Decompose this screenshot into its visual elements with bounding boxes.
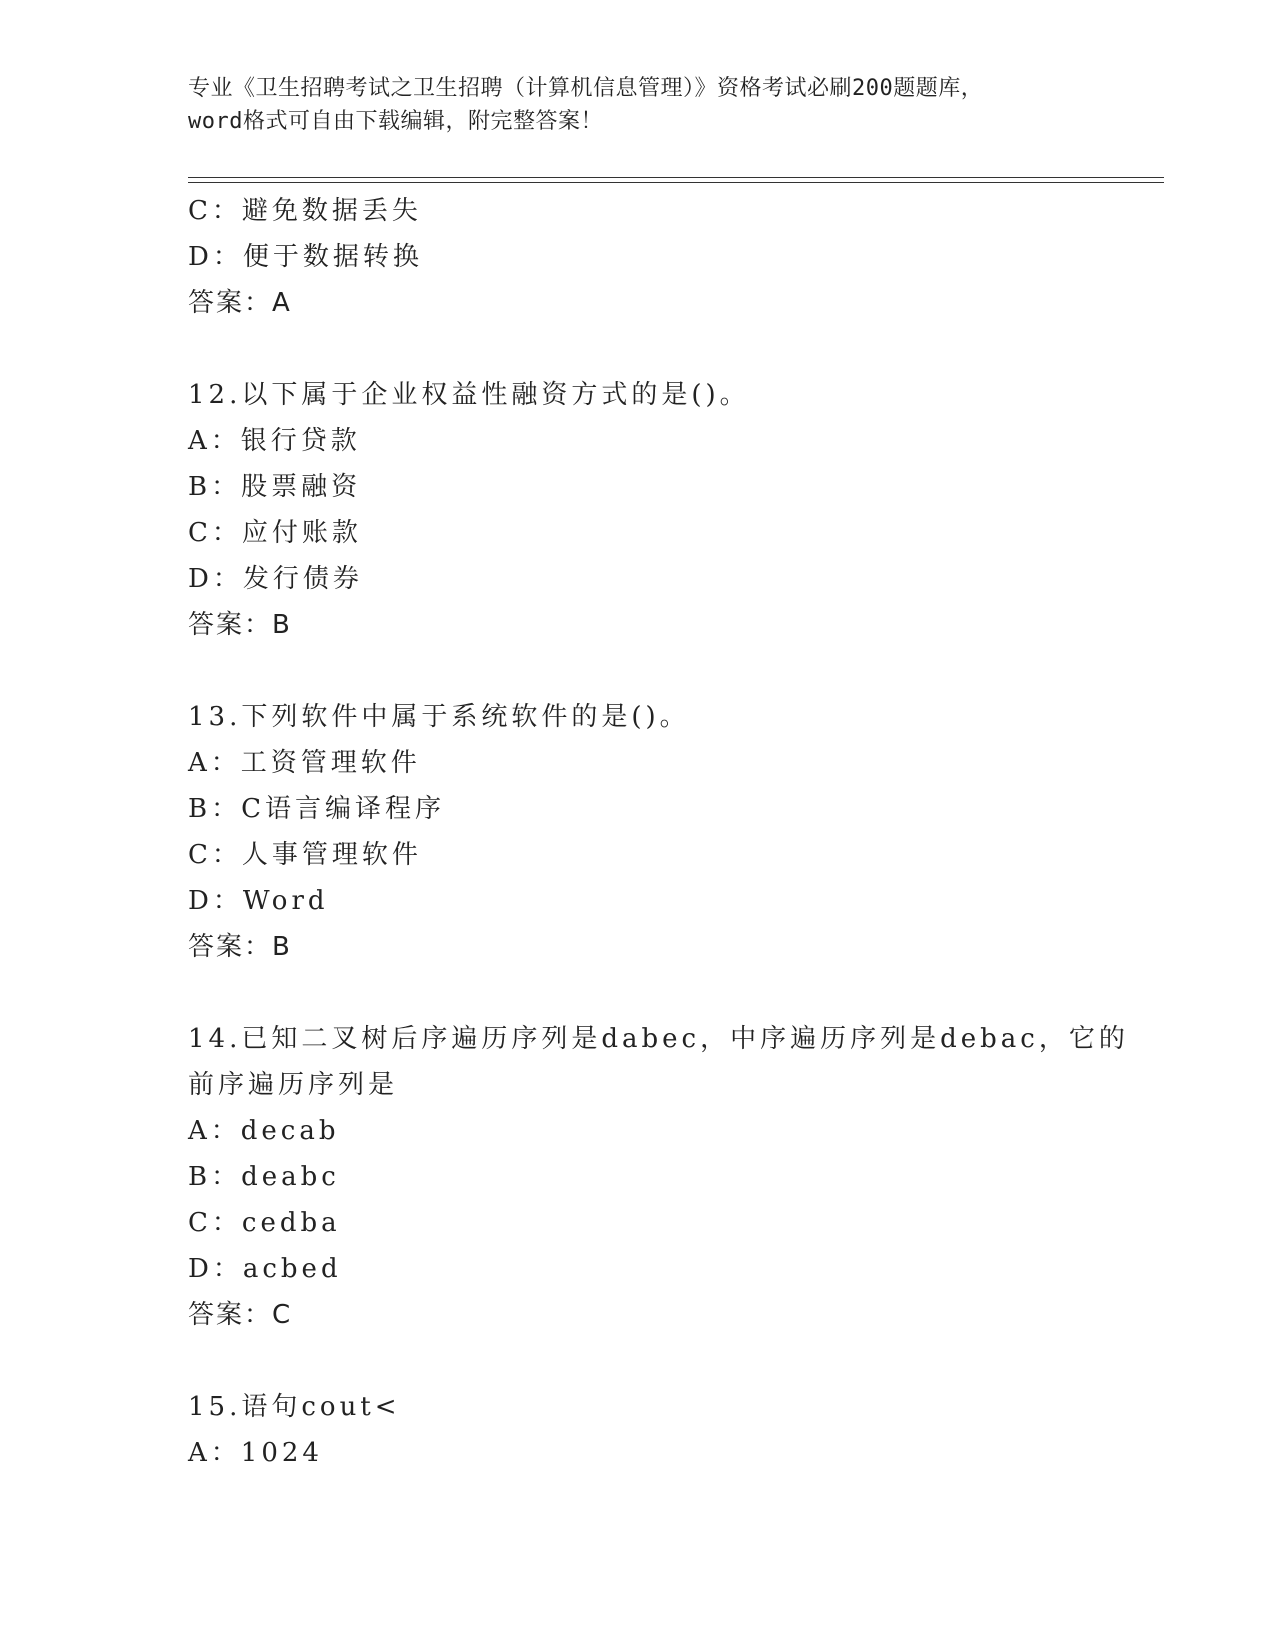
question-spacer <box>188 970 1148 1016</box>
option-a-q12: A：银行贷款 <box>188 426 361 456</box>
question-list <box>188 188 1148 1476</box>
option-a-q13: A：工资管理软件 <box>188 748 421 778</box>
question-spacer <box>188 326 1148 372</box>
question-15: 15.语句cout< <box>188 1392 401 1422</box>
question-12: 12.以下属于企业权益性融资方式的是()。 <box>188 380 750 410</box>
option-d-q11: D：便于数据转换 <box>188 242 423 272</box>
option-b-q13: B：C语言编译程序 <box>188 794 446 824</box>
answer-q13: 答案：B <box>188 932 292 962</box>
option-d-q13: D：Word <box>188 886 329 916</box>
option-a-q14: A：decab <box>188 1116 340 1146</box>
option-c-q13: C：人事管理软件 <box>188 840 422 870</box>
option-b-q12: B：股票融资 <box>188 472 362 502</box>
option-d-q12: D：发行债券 <box>188 564 363 594</box>
question-spacer <box>188 1338 1148 1384</box>
question-spacer <box>188 648 1148 694</box>
question-14-line-1: 14.已知二叉树后序遍历序列是dabec，中序遍历序列是debac，它的 <box>188 1024 1129 1054</box>
option-c-q11: C：避免数据丢失 <box>188 196 422 226</box>
document-header <box>188 72 1088 138</box>
option-b-q14: B：deabc <box>188 1162 340 1192</box>
option-c-q14: C：cedba <box>188 1208 341 1238</box>
question-13: 13.下列软件中属于系统软件的是()。 <box>188 702 690 732</box>
answer-q11: 答案：A <box>188 288 292 318</box>
option-d-q14: D：acbed <box>188 1254 342 1284</box>
option-c-q12: C：应付账款 <box>188 518 362 548</box>
header-divider-top <box>188 177 1164 178</box>
answer-q14: 答案：C <box>188 1300 293 1330</box>
question-14-line-2: 前序遍历序列是 <box>188 1070 399 1100</box>
header-divider-bottom <box>188 182 1164 183</box>
header-title-line-1: 专业《卫生招聘考试之卫生招聘（计算机信息管理）》资格考试必刷200题题库， <box>188 76 984 101</box>
option-a-q15: A：1024 <box>188 1438 323 1468</box>
header-title-line-2: word格式可自由下载编辑，附完整答案！ <box>188 109 603 134</box>
answer-q12: 答案：B <box>188 610 292 640</box>
